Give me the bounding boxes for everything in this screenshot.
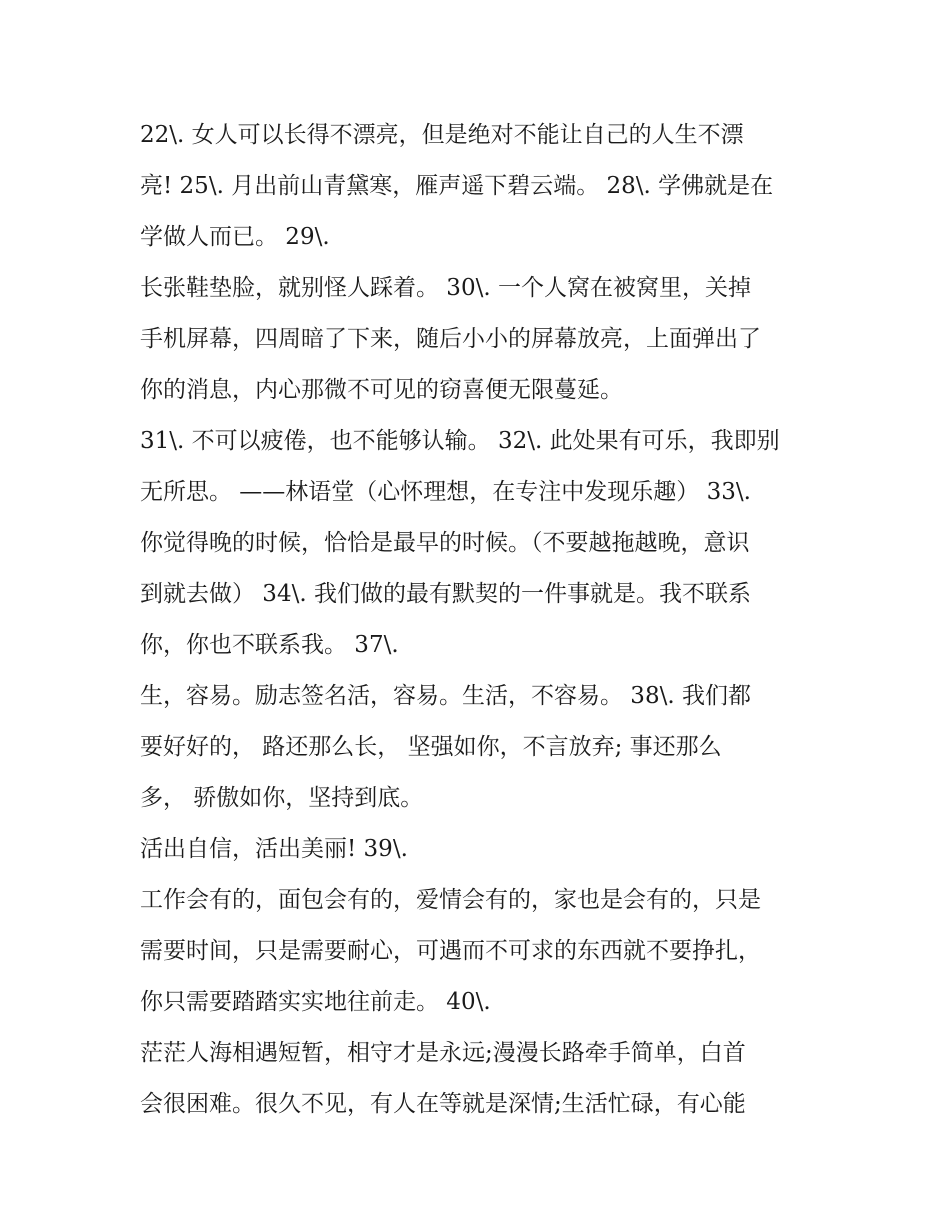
text-line: 手机屏幕，四周暗了下来，随后小小的屏幕放亮，上面弹出了: [140, 326, 761, 352]
text-line: 22\. 女人可以长得不漂亮，但是绝对不能让自己的人生不漂: [140, 122, 744, 148]
text-line: 会很困难。很久不见，有人在等就是深情;生活忙碌，有心能: [140, 1091, 746, 1117]
text-line: 需要时间，只是需要耐心，可遇而不可求的东西就不要挣扎，: [140, 938, 761, 964]
text-line: 你只需要踏踏实实地往前走。 40\.: [140, 989, 491, 1015]
text-line: 学做人而已。 29\.: [140, 224, 330, 250]
text-line: 活出自信，活出美丽! 39\.: [140, 836, 408, 862]
text-line: 工作会有的，面包会有的，爱情会有的，家也是会有的，只是: [140, 887, 761, 913]
text-line: 无所思。 ——林语堂（心怀理想，在专注中发现乐趣） 33\.: [140, 479, 751, 505]
text-line: 生，容易。励志签名活，容易。生活，不容易。 38\. 我们都: [140, 683, 751, 709]
text-line: 31\. 不可以疲倦，也不能够认输。 32\. 此处果有可乐，我即别: [140, 428, 780, 454]
text-line: 你的消息，内心那微不可见的窃喜便无限蔓延。: [140, 377, 623, 403]
text-line: 你觉得晚的时候，恰恰是最早的时候。（不要越拖越晚，意识: [140, 530, 750, 556]
text-line: 要好好的， 路还那么长， 坚强如你，不言放弃; 事还那么: [140, 734, 722, 760]
text-line: 亮! 25\. 月出前山青黛寒，雁声遥下碧云端。 28\. 学佛就是在: [140, 173, 774, 199]
text-line: 到就去做） 34\. 我们做的最有默契的一件事就是。我不联系: [140, 581, 751, 607]
document-text: [140, 110, 830, 1130]
text-line: 茫茫人海相遇短暂，相守才是永远;漫漫长路牵手简单，白首: [140, 1040, 746, 1066]
text-line: 多， 骄傲如你，坚持到底。: [140, 785, 424, 811]
text-line: 你，你也不联系我。 37\.: [140, 632, 399, 658]
text-line: 长张鞋垫脸，就别怪人踩着。 30\. 一个人窝在被窝里，关掉: [140, 275, 751, 301]
